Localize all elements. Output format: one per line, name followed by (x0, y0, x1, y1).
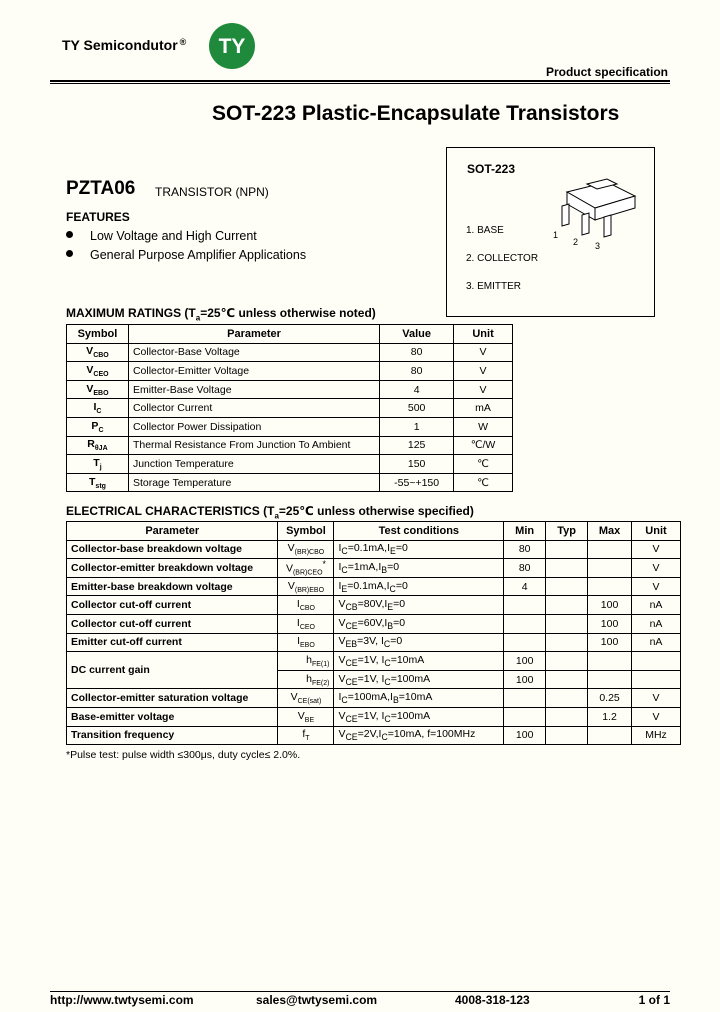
footer-url-link[interactable]: http://www.twtysemi.com (50, 993, 194, 1007)
footer-rule (50, 991, 670, 992)
column-header: Value (380, 325, 454, 344)
parameter-cell: Base-emitter voltage (67, 707, 278, 726)
symbol-cell: $T_{stg}$ (67, 473, 129, 492)
package-name: SOT-223 (467, 162, 516, 176)
elec-char-heading: ELECTRICAL CHARACTERISTICS ($T_a=25℃$ unless otherwise specified) (66, 504, 474, 521)
value-cell: 150 (380, 455, 454, 474)
unit-cell: ℃ (454, 455, 513, 474)
pin-number-3: 3 (595, 241, 601, 251)
sot223-package-icon (547, 174, 647, 254)
symbol-cell: $V_{CBO}$ (67, 343, 129, 362)
table-row (67, 689, 681, 708)
value-cell: 4 (380, 380, 454, 399)
typ-cell (546, 596, 588, 615)
symbol-cell: $V_{CE(sat)}$ (278, 689, 334, 708)
value-cell: 80 (380, 343, 454, 362)
min-cell: 80 (504, 540, 546, 559)
min-cell (504, 596, 546, 615)
unit-cell: MHz (632, 726, 681, 745)
unit-cell: V (454, 380, 513, 399)
value-cell: 1 (380, 417, 454, 436)
max-cell: 100 (588, 596, 632, 615)
pin-label: 3. EMITTER (466, 281, 522, 292)
parameter-cell: Collector cut-off current (67, 596, 278, 615)
table-row (67, 614, 681, 633)
features-heading: FEATURES (66, 210, 130, 224)
column-header: Max (588, 522, 632, 541)
max-cell: 0.25 (588, 689, 632, 708)
parameter-cell: Emitter-base breakdown voltage (67, 577, 278, 596)
pulse-test-note: *Pulse test: pulse width ≤300μs, duty cycle≤ 2.0%. (66, 749, 301, 761)
registered-mark: ® (179, 37, 187, 47)
max-ratings-heading: MAXIMUM RATINGS ($T_a=25℃$ unless otherwise noted) (66, 306, 376, 323)
svg-text:TY: TY (218, 35, 246, 58)
feature-item: General Purpose Amplifier Applications (66, 248, 306, 262)
unit-cell: V (632, 577, 681, 596)
symbol-cell: $I_C$ (67, 399, 129, 418)
table-row (67, 417, 513, 436)
parameter-cell: Junction Temperature (128, 455, 379, 474)
unit-cell: V (454, 362, 513, 381)
parameter-cell: Collector-Emitter Voltage (128, 362, 379, 381)
parameter-cell: Collector Power Dissipation (128, 417, 379, 436)
package-box (446, 147, 655, 317)
column-header: Typ (546, 522, 588, 541)
symbol-cell: $V_{EBO}$ (67, 380, 129, 399)
unit-cell: V (454, 343, 513, 362)
brand-name: TY Semicondutor ® (62, 37, 187, 53)
symbol-cell: $V_{CEO}$ (67, 362, 129, 381)
column-header: Unit (632, 522, 681, 541)
typ-cell (546, 633, 588, 652)
footer-page-number: 1 of 1 (638, 993, 670, 1007)
max-cell (588, 652, 632, 671)
unit-cell: ℃ (454, 473, 513, 492)
min-cell (504, 689, 546, 708)
typ-cell (546, 670, 588, 689)
max-cell (588, 559, 632, 578)
unit-cell: V (632, 689, 681, 708)
symbol-cell: $P_C$ (67, 417, 129, 436)
table-row (67, 436, 513, 455)
unit-cell: V (632, 559, 681, 578)
min-cell: 100 (504, 670, 546, 689)
doc-type: Product specification (545, 65, 668, 79)
typ-cell (546, 707, 588, 726)
pin-label: 2. COLLECTOR (466, 253, 539, 264)
feature-item: Low Voltage and High Current (66, 229, 257, 243)
table-row (67, 633, 681, 652)
table-row (67, 559, 681, 578)
conditions-cell: $I_C=100mA,I_B=10mA$ (334, 689, 504, 708)
unit-cell: V (632, 540, 681, 559)
typ-cell (546, 559, 588, 578)
column-header: Symbol (67, 325, 129, 344)
max-cell (588, 540, 632, 559)
typ-cell (546, 689, 588, 708)
column-header: Parameter (67, 522, 278, 541)
unit-cell: nA (632, 596, 681, 615)
max-cell (588, 726, 632, 745)
symbol-cell: $f_T$ (278, 726, 334, 745)
table-row (67, 399, 513, 418)
typ-cell (546, 577, 588, 596)
pin-number-1: 1 (553, 230, 559, 240)
parameter-cell: Collector-base breakdown voltage (67, 540, 278, 559)
symbol-cell: $R_{\theta JA}$ (67, 436, 129, 455)
min-cell (504, 614, 546, 633)
footer-phone: 4008-318-123 (455, 993, 530, 1007)
table-row (67, 540, 681, 559)
symbol-cell: $V_{(BR)CBO}$ (278, 540, 334, 559)
min-cell: 4 (504, 577, 546, 596)
typ-cell (546, 540, 588, 559)
conditions-cell: $V_{EB}=3V$, $I_C=0$ (334, 633, 504, 652)
parameter-cell: Transition frequency (67, 726, 278, 745)
table-row (67, 380, 513, 399)
elec-char-table (66, 521, 681, 745)
column-header: Symbol (278, 522, 334, 541)
max-cell: 100 (588, 633, 632, 652)
column-header: Min (504, 522, 546, 541)
table-row (67, 577, 681, 596)
footer-email-link[interactable]: sales@twtysemi.com (256, 993, 378, 1007)
conditions-cell: $I_C=0.1mA,I_E=0$ (334, 540, 504, 559)
symbol-cell: $I_{CBO}$ (278, 596, 334, 615)
table-row (67, 362, 513, 381)
unit-cell (632, 670, 681, 689)
parameter-cell: Emitter cut-off current (67, 633, 278, 652)
unit-cell: nA (632, 614, 681, 633)
unit-cell: ℃/W (454, 436, 513, 455)
conditions-cell: $I_C=1mA,I_B=0$ (334, 559, 504, 578)
unit-cell (632, 652, 681, 671)
parameter-cell: DC current gain (67, 652, 278, 689)
max-ratings-table (66, 324, 513, 492)
parameter-cell: Emitter-Base Voltage (128, 380, 379, 399)
conditions-cell: $I_E=0.1mA,I_C=0$ (334, 577, 504, 596)
bullet-icon (66, 250, 73, 257)
typ-cell (546, 726, 588, 745)
part-type: TRANSISTOR (NPN) (155, 185, 269, 199)
table-header-row (67, 325, 513, 344)
symbol-cell: $I_{CEO}$ (278, 614, 334, 633)
conditions-cell: $V_{CE}=1V$, $I_C=10mA$ (334, 652, 504, 671)
header-rule-thin (50, 83, 670, 84)
ty-logo-icon (208, 22, 256, 70)
unit-cell: V (632, 707, 681, 726)
table-header-row (67, 522, 681, 541)
min-cell: 100 (504, 726, 546, 745)
parameter-cell: Collector Current (128, 399, 379, 418)
conditions-cell: $V_{CE}=1V$, $I_C=100mA$ (334, 707, 504, 726)
max-cell: 1.2 (588, 707, 632, 726)
symbol-cell: $V_{(BR)EBO}$ (278, 577, 334, 596)
min-cell: 100 (504, 652, 546, 671)
symbol-cell: $V_{(BR)CEO}^*$ (278, 559, 334, 578)
unit-cell: mA (454, 399, 513, 418)
parameter-cell: Collector cut-off current (67, 614, 278, 633)
parameter-cell: Collector-emitter breakdown voltage (67, 559, 278, 578)
max-cell: 100 (588, 614, 632, 633)
page-title: SOT-223 Plastic-Encapsulate Transistors (212, 102, 620, 125)
column-header: Unit (454, 325, 513, 344)
table-row (67, 455, 513, 474)
symbol-cell: $h_{FE(2)}$ (278, 670, 334, 689)
parameter-cell: Collector-Base Voltage (128, 343, 379, 362)
typ-cell (546, 652, 588, 671)
unit-cell: nA (632, 633, 681, 652)
column-header: Parameter (128, 325, 379, 344)
table-row (67, 473, 513, 492)
value-cell: 500 (380, 399, 454, 418)
symbol-cell: $h_{FE(1)}$ (278, 652, 334, 671)
pin-label: 1. BASE (466, 225, 504, 236)
conditions-cell: $V_{CB}=80V,I_E=0$ (334, 596, 504, 615)
conditions-cell: $V_{CE}=60V,I_B=0$ (334, 614, 504, 633)
pin-number-2: 2 (573, 237, 579, 247)
symbol-cell: $V_{BE}$ (278, 707, 334, 726)
max-cell (588, 577, 632, 596)
part-number: PZTA06 (66, 178, 136, 199)
conditions-cell: $V_{CE}=1V$, $I_C=100mA$ (334, 670, 504, 689)
table-row (67, 707, 681, 726)
symbol-cell: $T_j$ (67, 455, 129, 474)
unit-cell: W (454, 417, 513, 436)
value-cell: 80 (380, 362, 454, 381)
table-row (67, 726, 681, 745)
table-row (67, 652, 681, 671)
table-row (67, 343, 513, 362)
column-header: Test conditions (334, 522, 504, 541)
bullet-icon (66, 231, 73, 238)
value-cell: -55~+150 (380, 473, 454, 492)
max-cell (588, 670, 632, 689)
parameter-cell: Storage Temperature (128, 473, 379, 492)
parameter-cell: Collector-emitter saturation voltage (67, 689, 278, 708)
symbol-cell: $I_{EBO}$ (278, 633, 334, 652)
min-cell: 80 (504, 559, 546, 578)
parameter-cell: Thermal Resistance From Junction To Ambient (128, 436, 379, 455)
conditions-cell: $V_{CE}=2V,I_C=10mA$, f=100MHz (334, 726, 504, 745)
value-cell: 125 (380, 436, 454, 455)
typ-cell (546, 614, 588, 633)
min-cell (504, 633, 546, 652)
table-row (67, 596, 681, 615)
header-rule (50, 80, 670, 82)
min-cell (504, 707, 546, 726)
